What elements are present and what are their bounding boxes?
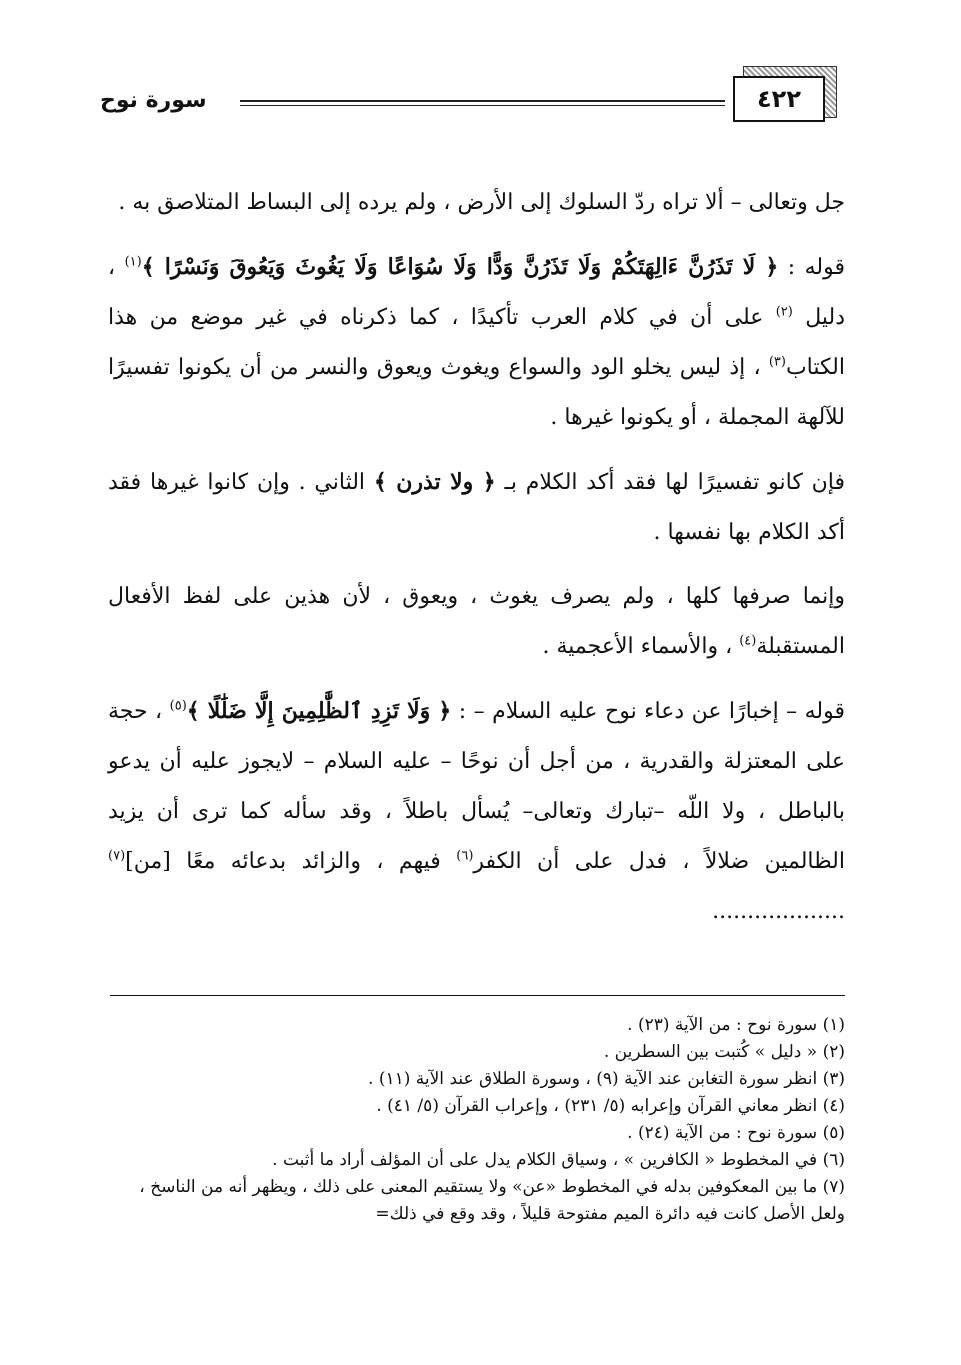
paragraph [108, 686, 845, 937]
page-number: ٤٢٢ [733, 76, 825, 122]
paragraph [108, 178, 845, 228]
footnote-ref: (٥) [169, 698, 187, 714]
paragraph-text: على أن في كلام العرب تأكيدًا ، كما ذكرناه في غير موضع من هذا الكتاب [108, 305, 845, 380]
paragraph-text: فإن كانو تفسيرًا لها فقد أكد الكلام بـ [504, 470, 845, 495]
footnote-rule [110, 995, 845, 996]
quran-verse: ﴿ لَا تَذَرُنَّ ءَالِهَتَكُمْ وَلَا تَذَرُنَّ وَدًّا وَلَا سُوَاعًا وَلَا يَغُوثَ وَيَعُوقَ وَنَسْرًا ﴾ [141, 254, 779, 280]
footnote: (٣) انظر سورة التغابن عند الآية (٩) ، وسورة الطلاق عند الآية (١١) . [368, 1069, 845, 1089]
continuation-dots: ................... [712, 899, 845, 924]
paragraph-text: فيهم ، والزائد بدعائه معًا [من] [125, 849, 441, 874]
paragraph [108, 242, 845, 443]
header-rule-thin [240, 105, 725, 106]
paragraph-text: ، إذ ليس يخلو الود والسواع ويغوث ويعوق والنسر من أن يكونوا تفسيرًا للآلهة المجملة ، أو يكونوا غيرها . [108, 355, 845, 430]
footnote-ref: (٤) [739, 633, 757, 649]
page-header [100, 60, 845, 130]
paragraph [108, 457, 845, 558]
paragraph-text: ، حجة على المعتزلة والقدرية ، من أجل أن نوحًا – عليه السلام – لايجوز عليه أن يدعو بالباطل ، ولا اللّه –تبارك وتعالى– يُسأل باطلاً ، وقد سأله كما ترى أن يزيد الظالمين ضلالاً ، فدل على أن الكفر [108, 699, 845, 874]
footnote: (١) سورة نوح : من الآية (٢٣) . [627, 1015, 845, 1035]
footnote-ref: (٦) [456, 848, 474, 864]
paragraph-text: وإنما صرفها كلها ، ولم يصرف يغوث ، ويعوق ، لأن هذين على لفظ الأفعال المستقبلة [108, 584, 845, 659]
footnote: (٥) سورة نوح : من الآية (٢٤) . [627, 1123, 845, 1143]
paragraph-text: ، والأسماء الأعجمية . [542, 634, 733, 659]
paragraph-text: جل وتعالى – ألا تراه ردّ السلوك إلى الأرض ، ولم يرده إلى البساط المتلاصق به . [118, 190, 845, 215]
paragraph-text: الثاني . وإن كانوا غيرها فقد أكد الكلام بها نفسها . [108, 470, 845, 545]
paragraph-lead: قوله – إخبارًا عن دعاء نوح عليه السلام – : [458, 699, 845, 724]
quran-quote: ﴿ ولا تذرن ﴾ [373, 469, 496, 495]
footnote-ref: (٣) [768, 354, 786, 370]
footnote-ref: (٢) [775, 304, 793, 320]
footnote-ref: (١) [124, 254, 142, 270]
surah-title: سورة نوح [100, 88, 207, 113]
paragraph [108, 572, 845, 672]
main-text [108, 178, 845, 951]
footnote: (٦) في المخطوط « الكافرين » ، وسياق الكلام يدل على أن المؤلف أراد ما أثبت . [272, 1150, 845, 1170]
footnote: (٢) « دليل » كُتبت بين السطرين . [603, 1042, 845, 1062]
quran-verse: ﴿ وَلَا تَزِدِ ٱلظَّٰلِمِينَ إِلَّا ضَلَٰلًا ﴾ [186, 698, 452, 724]
footnote: (٤) انظر معاني القرآن وإعرابه (٥/ ٢٣١) ، وإعراب القرآن (٥/ ٤١) . [376, 1096, 845, 1116]
paragraph-lead: قوله : [787, 255, 845, 280]
paragraph-text: ، دليل [108, 255, 845, 330]
footnote-ref: (٧) [108, 848, 126, 864]
footnote: (٧) ما بين المعكوفين بدله في المخطوط «عن» ولا يستقيم المعنى على ذلك ، ويظهر أنه من الناسخ ، ولعل الأصل كانت فيه دائرة الميم مفتوحة قليلاً ، وقد وقع في ذلك= [139, 1177, 845, 1224]
footnotes [110, 1012, 845, 1228]
header-rule [240, 100, 725, 102]
page-number-box [733, 66, 837, 122]
